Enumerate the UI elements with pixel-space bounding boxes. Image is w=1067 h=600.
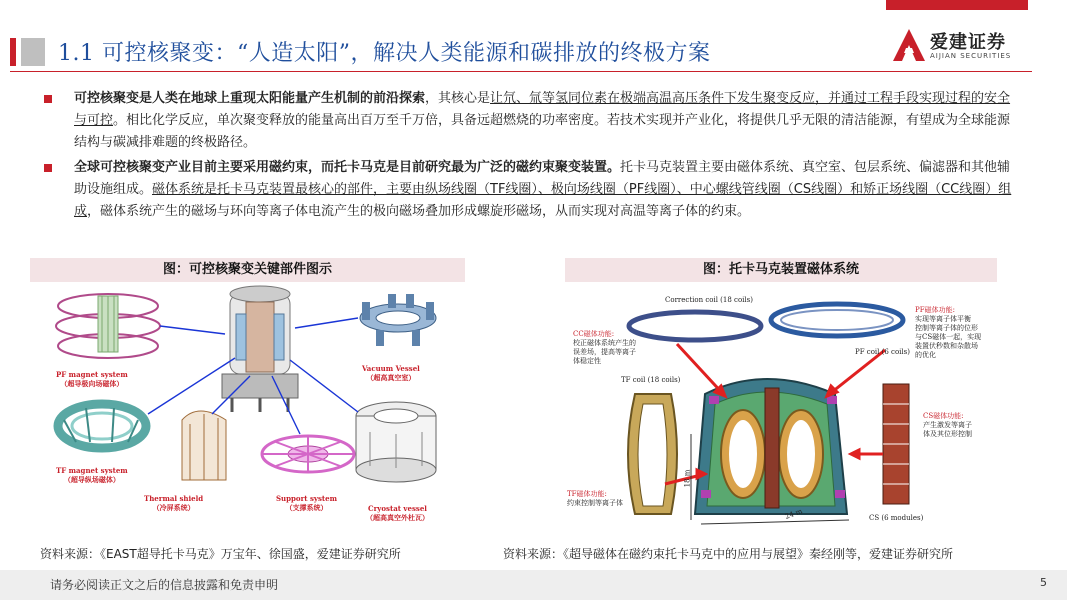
- cc-function-heading: CC磁体功能:: [573, 330, 615, 338]
- page-number: 5: [1040, 576, 1047, 589]
- bullet-text: ，磁体系统产生的磁场与环向等离子体电流产生的极向磁场叠加形成螺旋形磁场，从而实现对高温等离子体的约束。: [87, 204, 751, 219]
- bullet-text: 。相比化学反应，单次聚变释放的能量高出百万至千万倍，具备远超燃烧的功率密度。若技术实现并产业化，将提供几乎无限的清洁能源，有望成为全球能源结构与碳减排难题的终极路径。: [74, 113, 1011, 150]
- cs-stack-drawing: [883, 384, 909, 504]
- thermal-shield-label-cn: （冷屏系统）: [152, 503, 195, 512]
- pf-magnet-label-en: PF magnet system: [56, 370, 128, 379]
- tf-magnet-drawing: [58, 404, 146, 448]
- pf-magnet-label-cn: （超导极向场磁体）: [60, 379, 124, 388]
- bullet-text: ，其核心是: [425, 91, 491, 106]
- tf-magnet-label-cn: （超导纵场磁体）: [63, 475, 120, 484]
- cs-modules-label: CS (6 modules): [869, 514, 924, 522]
- figure-left-tokamak-components: [50, 284, 450, 532]
- support-system-label-en: Support system: [276, 494, 338, 503]
- bullet-bold-text: 全球可控核聚变产业目前主要采用磁约束，而托卡马克是目前研究最为广泛的磁约束聚变装置。: [74, 160, 621, 175]
- pf-function-line: 的优化: [915, 351, 936, 359]
- cc-function-line: 误差场，提高等离子: [573, 348, 636, 356]
- logo-mark-icon: [892, 28, 926, 62]
- cs-function-heading: CS磁体功能:: [923, 412, 964, 420]
- tf-function-line: 约束控制等离子体: [567, 499, 623, 507]
- bullet-list: [44, 88, 1022, 226]
- pf-magnet-label: [56, 370, 128, 388]
- cs-function-note: [923, 412, 972, 439]
- cs-function-line: 体及其位形控制: [923, 430, 972, 438]
- bullet-underlined-text: 让氘、氚等氢同位素在极端高温高压条件下发生聚变反应，并通过工程手段实现过程的安全与可控: [74, 91, 1011, 128]
- bullet-item: [44, 157, 1022, 223]
- tf-function-note: [567, 490, 623, 508]
- tf-magnet-label-en: TF magnet system: [56, 466, 128, 475]
- logo-chinese-name: 爱建证券: [930, 32, 1006, 53]
- cryostat-drawing: [356, 402, 436, 482]
- height-dimension-label: 18 m: [683, 469, 692, 488]
- cryostat-label-en: Cryostat vessel: [368, 504, 427, 513]
- tf-function-heading: TF磁体功能:: [567, 490, 607, 498]
- cryostat-label: [366, 504, 429, 522]
- company-logo: [892, 26, 1032, 66]
- thermal-shield-drawing: [182, 411, 226, 480]
- title-divider: [10, 71, 1032, 72]
- vacuum-vessel-label-cn: （超高真空室）: [366, 373, 416, 382]
- vacuum-vessel-label: [362, 364, 420, 382]
- correction-coil-drawing: [629, 312, 761, 340]
- pf-function-line: 实现等离子体平衡: [915, 315, 971, 323]
- top-accent-bar: [886, 0, 1028, 10]
- tokamak-cutaway-drawing: [695, 379, 847, 514]
- cryostat-label-cn: （超高真空外杜瓦）: [366, 513, 429, 522]
- support-system-drawing: [262, 436, 354, 472]
- cc-function-line: 体稳定性: [573, 357, 601, 365]
- cs-function-line: 产生激发等离子: [923, 421, 972, 429]
- title-grey-mark: [21, 38, 45, 66]
- tokamak-components-illustration: [50, 284, 450, 532]
- width-dimension-line: [701, 520, 849, 524]
- footer-disclaimer: 请务必阅读正文之后的信息披露和免责申明: [50, 578, 279, 592]
- vacuum-vessel-label-en: Vacuum Vessel: [362, 364, 420, 373]
- logo-english-name: AIJIAN SECURITIES: [930, 52, 1012, 60]
- pf-magnet-drawing: [56, 294, 160, 358]
- width-dimension-label: 24 m: [783, 507, 804, 521]
- tf-coil-drawing: [628, 394, 677, 514]
- pf-function-note: [915, 306, 981, 360]
- bullet-bold-text: 可控核聚变是人类在地球上重现太阳能量产生机制的前沿探索: [74, 91, 426, 106]
- figure-left-source: 资料来源：《EAST超导托卡马克》万宝年、徐国盛，爱建证券研究所: [40, 547, 401, 561]
- pf-coil-drawing: [771, 304, 903, 336]
- tf-magnet-label: [56, 466, 128, 484]
- figure-right-source: 资料来源：《超导磁体在磁约束托卡马克中的应用与展望》秦经刚等，爱建证券研究所: [503, 547, 954, 561]
- page-title: 1.1 可控核聚变：“人造太阳”，解决人类能源和碳排放的终极方案: [58, 41, 711, 66]
- bullet-text: 托卡马克装置主要由磁体系统、真空室、包层系统、偏滤器和其他辅助设施组成。: [74, 160, 1011, 197]
- pf-function-line: 控制等离子体的位形: [915, 324, 978, 332]
- figure-left-title: 图：可控核聚变关键部件图示: [30, 258, 465, 282]
- bullet-item: [44, 88, 1022, 154]
- thermal-shield-label-en: Thermal shield: [144, 494, 204, 503]
- cc-function-line: 校正磁体系统产生的: [573, 339, 636, 347]
- pf-function-line: 与CS磁体一起，实现: [915, 333, 982, 341]
- correction-coil-label: Correction coil (18 coils): [665, 296, 753, 304]
- vacuum-vessel-drawing: [360, 294, 436, 346]
- pf-function-line: 装置伏秒数和杂散场: [915, 342, 978, 350]
- bullet-underlined-text: 磁体系统是托卡马克装置最核心的部件，主要由纵场线圈（TF线圈）、极向场线圈（PF线圈）、中心螺线管线圈（CS线圈）和矫正场线圈（CC线圈）组成: [74, 182, 1012, 219]
- thermal-shield-label: [144, 494, 203, 512]
- bullet-square-icon: [44, 164, 52, 172]
- support-system-label: [276, 494, 337, 512]
- pf-coil-label: PF coil (6 coils): [855, 348, 910, 356]
- bullet-square-icon: [44, 95, 52, 103]
- figure-right-magnet-system: [565, 284, 997, 532]
- cc-function-note: [573, 330, 636, 366]
- title-accent-mark: [10, 38, 16, 66]
- figure-right-title: 图：托卡马克装置磁体系统: [565, 258, 997, 282]
- pf-function-heading: PF磁体功能:: [915, 306, 955, 314]
- tf-coil-label: TF coil (18 coils): [621, 376, 681, 384]
- support-system-label-cn: （支撑系统）: [285, 503, 328, 512]
